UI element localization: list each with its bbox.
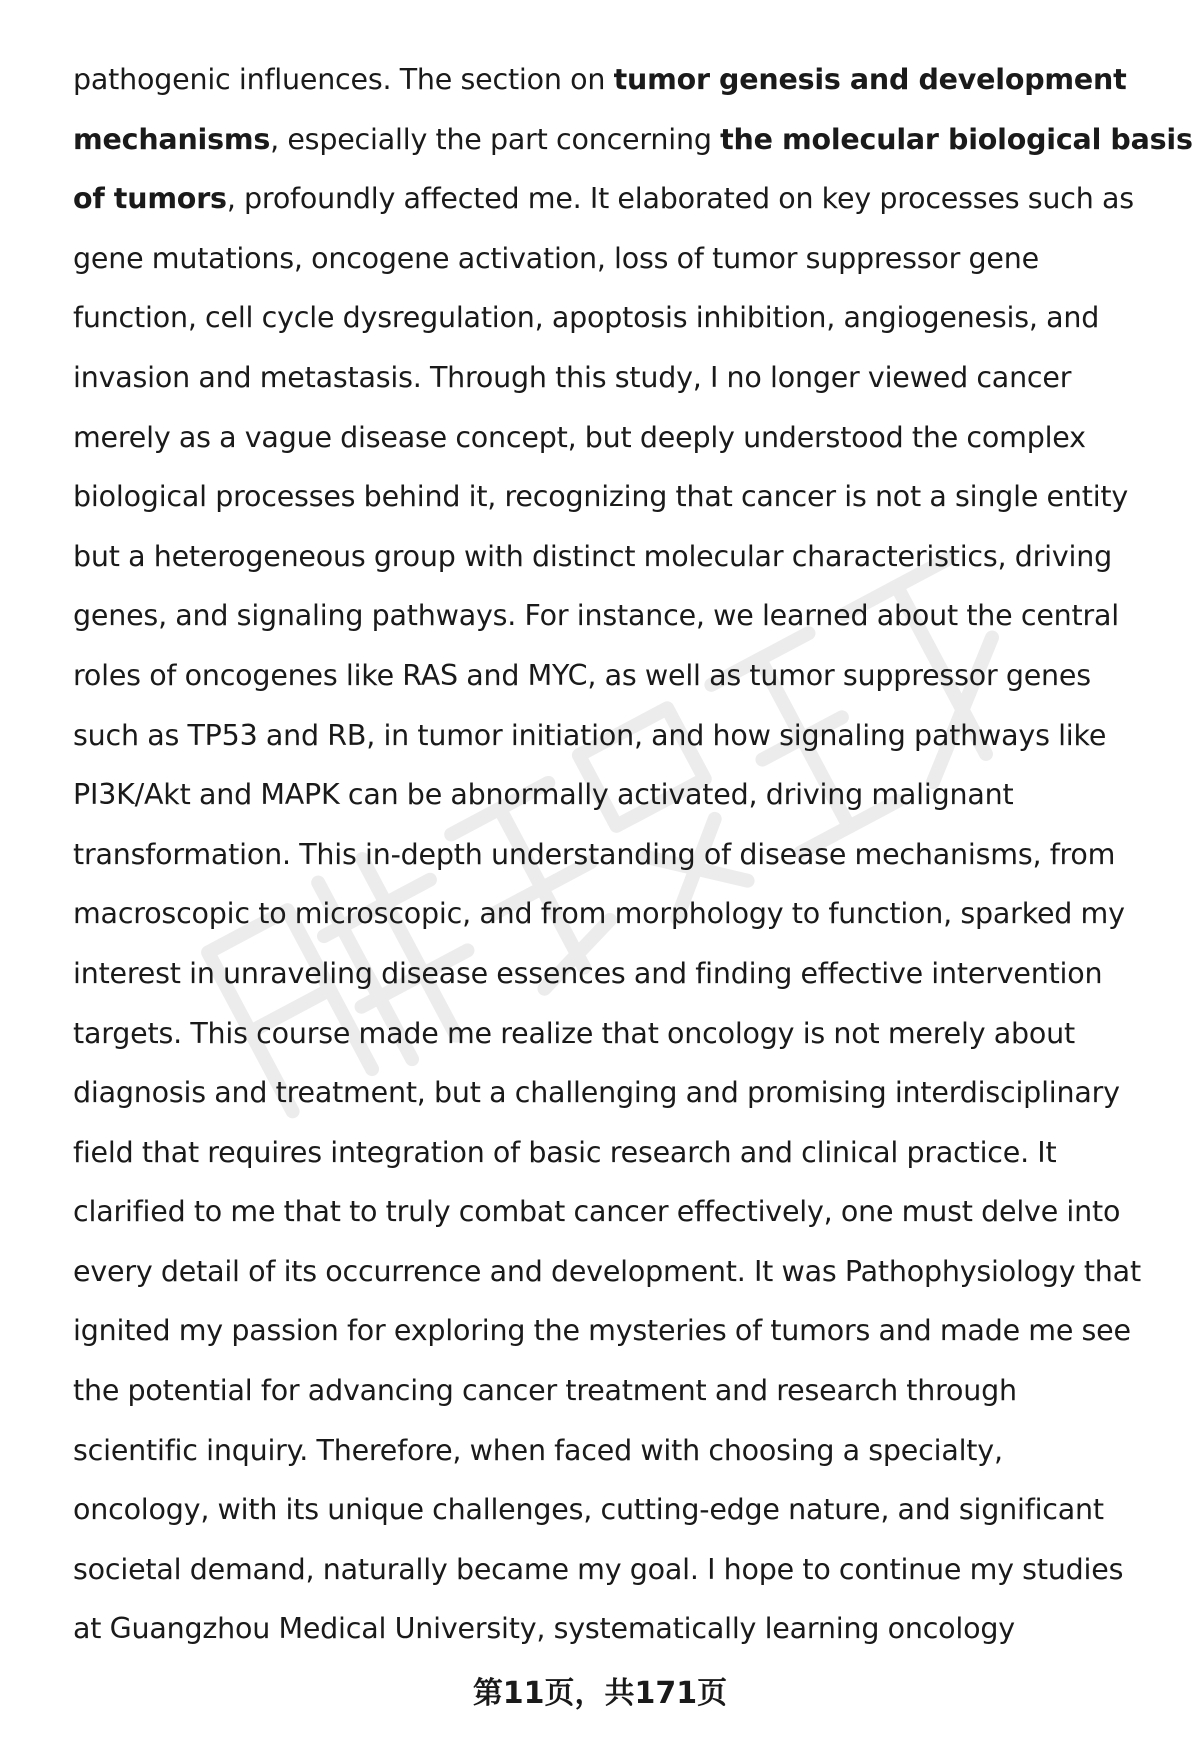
text-line xyxy=(73,1301,1163,1361)
text-line xyxy=(73,1540,1163,1600)
text-segment: transformation. This in-depth understanding of disease mechanisms, from xyxy=(73,837,1116,871)
text-line xyxy=(73,646,1163,706)
text-segment: at Guangzhou Medical University, systematically learning oncology xyxy=(73,1612,1015,1646)
text-segment: clarified to me that to truly combat cancer effectively, one must delve into xyxy=(73,1195,1121,1229)
text-segment: , profoundly affected me. It elaborated on key processes such as xyxy=(226,182,1134,216)
text-line xyxy=(73,884,1163,944)
text-line xyxy=(73,1063,1163,1123)
text-line xyxy=(73,765,1163,825)
text-line xyxy=(73,110,1193,170)
text-segment: merely as a vague disease concept, but deeply understood the complex xyxy=(73,420,1086,454)
text-segment: macroscopic to microscopic, and from morphology to function, sparked my xyxy=(73,897,1125,931)
page-number-footer: 第11页，共171页 xyxy=(472,1676,728,1711)
text-segment: function, cell cycle dysregulation, apoptosis inhibition, angiogenesis, and xyxy=(73,301,1100,335)
text-segment: targets. This course made me realize that oncology is not merely about xyxy=(73,1016,1075,1050)
text-segment: but a heterogeneous group with distinct molecular characteristics, driving xyxy=(73,539,1113,573)
text-line xyxy=(73,169,1163,229)
text-segment: ignited my passion for exploring the mysteries of tumors and made me see xyxy=(73,1314,1131,1348)
bold-text-segment: the molecular biological basis xyxy=(720,122,1193,156)
bold-text-segment: mechanisms xyxy=(73,122,271,156)
text-segment: field that requires integration of basic research and clinical practice. It xyxy=(73,1135,1057,1169)
text-line xyxy=(73,288,1163,348)
text-line xyxy=(73,944,1163,1004)
text-segment: the potential for advancing cancer treatment and research through xyxy=(73,1374,1017,1408)
text-line xyxy=(73,50,1163,110)
text-line xyxy=(73,1123,1163,1183)
text-line xyxy=(73,348,1163,408)
text-line xyxy=(73,1599,1163,1659)
text-line xyxy=(73,1421,1163,1481)
text-line xyxy=(73,1004,1163,1064)
bold-text-segment: tumor genesis and development xyxy=(613,63,1127,96)
text-segment: interest in unraveling disease essences and finding effective intervention xyxy=(73,956,1103,990)
text-segment: PI3K/Akt and MAPK can be abnormally activated, driving malignant xyxy=(73,778,1014,812)
text-segment: pathogenic influences. The section on xyxy=(73,63,614,96)
text-segment: oncology, with its unique challenges, cutting-edge nature, and significant xyxy=(73,1493,1104,1527)
text-line xyxy=(73,408,1163,468)
text-line xyxy=(73,1242,1163,1302)
text-segment: biological processes behind it, recognizing that cancer is not a single entity xyxy=(73,480,1129,514)
text-line xyxy=(73,586,1163,646)
text-segment: genes, and signaling pathways. For instance, we learned about the central xyxy=(73,599,1119,633)
text-segment: roles of oncogenes like RAS and MYC, as well as tumor suppressor genes xyxy=(73,658,1091,692)
text-line xyxy=(73,527,1163,587)
text-line xyxy=(73,229,1163,289)
text-segment: gene mutations, oncogene activation, loss of tumor suppressor gene xyxy=(73,241,1039,275)
text-line xyxy=(73,1361,1163,1421)
text-segment: such as TP53 and RB, in tumor initiation, and how signaling pathways like xyxy=(73,718,1107,752)
text-segment: invasion and metastasis. Through this study, I no longer viewed cancer xyxy=(73,360,1072,394)
text-segment: societal demand, naturally became my goal. I hope to continue my studies xyxy=(73,1552,1124,1586)
body-text xyxy=(73,50,1193,1659)
text-segment: every detail of its occurrence and development. It was Pathophysiology that xyxy=(73,1254,1141,1288)
text-line xyxy=(73,825,1163,885)
text-line xyxy=(73,467,1163,527)
text-segment: , especially the part concerning xyxy=(270,122,721,156)
text-segment: scientific inquiry. Therefore, when faced with choosing a specialty, xyxy=(73,1433,1003,1467)
text-segment: diagnosis and treatment, but a challenging and promising interdisciplinary xyxy=(73,1076,1120,1110)
text-line xyxy=(73,1480,1163,1540)
bold-text-segment: of tumors xyxy=(73,182,227,216)
text-line xyxy=(73,1182,1163,1242)
text-line xyxy=(73,706,1163,766)
